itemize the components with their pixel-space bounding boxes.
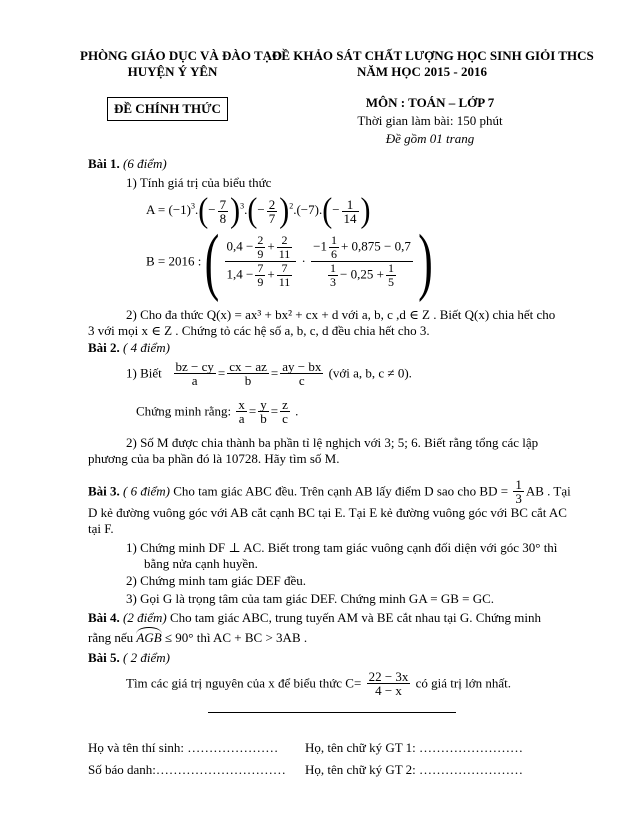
bai5-text-b: có giá trị lớn nhất. (415, 675, 511, 691)
B-n1-plus: + (267, 238, 275, 254)
B-d1: 1,4 − (226, 266, 254, 282)
bai1-title: Bài 1. (88, 156, 120, 171)
bai2-prove (136, 398, 298, 425)
B-n2b: + 0,875 − 0,7 (340, 238, 411, 254)
bai3-q3: 3) Gọi G là trọng tâm của tam giác DEF. Chứng minh GA = GB = GC. (126, 591, 495, 606)
bai5-line (126, 670, 511, 697)
bai3-title: Bài 3. (88, 483, 120, 499)
A-frac2-num: 2 (268, 196, 276, 212)
A-frac1-den: 8 (219, 210, 227, 226)
bai5-title: Bài 5. (88, 650, 120, 665)
bai1-q1: 1) Tính giá trị của biểu thức (126, 175, 272, 190)
B-n2-f-num: 1 (330, 233, 337, 247)
B-n1: 0,4 − (226, 238, 254, 254)
bai4-points: (2 điểm) (123, 610, 167, 625)
bai4-title: Bài 4. (88, 610, 120, 625)
department-name: PHÒNG GIÁO DỤC VÀ ĐÀO TẠO (80, 48, 283, 63)
page-count: Đề gồm 01 trang (385, 131, 475, 146)
bai3-line1-b: AB . Tại (525, 483, 571, 499)
B-d2b: − 0,25 + (340, 266, 384, 282)
bai2-p2-den: b (260, 411, 267, 426)
A-label: A = (146, 201, 166, 217)
B-frac2 (311, 234, 413, 289)
bai2-p1-den: a (238, 411, 245, 426)
B-d1-f2-den: 11 (278, 275, 291, 289)
bai2-prove-prefix: Chứng minh rằng: (136, 403, 232, 419)
bai1-q2-line1: 2) Cho đa thức Q(x) = ax³ + bx² + cx + d với a, b, c ,d ∈ Z . Biết Q(x) chia hết cho (126, 307, 556, 322)
bai3-q1-line2: bằng nửa cạnh huyền. (144, 556, 258, 571)
B-frac1 (225, 234, 297, 289)
B-d1-plus: + (267, 266, 275, 282)
B-n2-f-den: 6 (330, 247, 337, 261)
expression-B: B = 2016 : ( 0,4 − $\frac{2}{9}$ + $\frac{2}{11}$ 1,4 − $\frac{7}{9}$ + $\frac{7}{11}$ · −1 $\frac{1}{6}$ + 0,875 − 0,7 $\frac{1}{3}$ − 0,25 + $\frac{1}{5}$ ) (146, 219, 433, 303)
school-year: NĂM HỌC 2015 - 2016 (357, 64, 487, 79)
B-d2-f-num: 1 (330, 261, 337, 275)
A-frac2-den: 7 (268, 210, 276, 226)
bai2-p1-num: x (238, 397, 245, 412)
bai3-line1-a: Cho tam giác ABC đều. Trên cạnh AB lấy điểm D sao cho BD = (173, 483, 509, 499)
bai3-line3: tại F. (88, 521, 114, 536)
bai3-line1 (88, 478, 571, 505)
candidate-id-field: Số báo danh:………………………… (88, 762, 286, 777)
angle-AGB: AGB (136, 630, 162, 645)
bai5-text-a: Tìm các giá trị nguyên của x để biểu thức C= (126, 675, 362, 691)
bai2-f1-num: bz − cy (175, 359, 214, 374)
bai2-points: ( 4 điểm) (123, 340, 170, 355)
bai4-line1 (88, 610, 541, 626)
bai5-frac-num: 22 − 3x (368, 669, 409, 684)
B-d1-f1-num: 7 (257, 261, 264, 275)
bai3-q1-line1: 1) Chứng minh DF ⊥ AC. Biết trong tam giác vuông cạnh đối diện với góc 30° thì (126, 540, 558, 555)
bai3-frac-den: 3 (515, 491, 522, 506)
divider-line (208, 712, 456, 713)
bai2-q2-line1: 2) Số M được chia thành ba phần tỉ lệ nghịch với 3; 5; 6. Biết rằng tổng các lập (126, 435, 539, 450)
candidate-name-field: Họ và tên thí sinh: ………………… (88, 740, 279, 755)
exam-title: ĐỀ KHẢO SÁT CHẤT LƯỢNG HỌC SINH GIỎI THCS (272, 48, 594, 63)
B-n1-f1-den: 9 (257, 247, 264, 261)
bai2-eq1: = (217, 365, 226, 381)
A-frac1-exp: 3 (240, 201, 245, 211)
bai4-line2 (88, 630, 307, 646)
expression-A: $A = (-1)^3.(-$ $\frac{7}{8}$ )$^3$.(− $\frac{2}{7}$ )$^2$.(−7).(− $\frac{1}{14}$ ) (146, 191, 371, 230)
bai2-eq2: = (270, 365, 279, 381)
bai2-heading (88, 340, 170, 356)
bai3-line2: D kẻ đường vuông góc với AB cắt cạnh BC tại E. Tại E kẻ đường vuông góc với BC cắt AC (88, 505, 567, 520)
bai3-frac-num: 1 (515, 477, 522, 492)
proctor1-signature: Họ, tên chữ ký GT 1: …………………… (305, 740, 524, 755)
A-term1-exp: 3 (191, 201, 196, 211)
bai2-p3-den: c (282, 411, 288, 426)
bai2-p3-num: z (282, 397, 288, 412)
bai2-f2-den: b (244, 373, 252, 388)
B-d2-f2-den: 5 (387, 275, 394, 289)
bai2-q1-prefix: 1) Biết (126, 365, 162, 381)
bai5-heading (88, 650, 170, 666)
bai2-q1 (126, 360, 412, 387)
bai2-f3-den: c (298, 373, 305, 388)
B-n1-f2-den: 11 (278, 247, 291, 261)
bai2-f2-num: cx − az (229, 359, 267, 374)
subject-line: MÔN : TOÁN – LỚP 7 (365, 95, 495, 110)
bai2-q1-cond: (với a, b, c ≠ 0). (328, 365, 412, 381)
bai2-f3-num: ay − bx (282, 359, 322, 374)
bai2-peq1: = (248, 403, 257, 419)
B-n2a: −1 (313, 238, 327, 254)
bai4-line2-a: rằng nếu (88, 630, 134, 645)
bai2-q2-line2: phương của ba phần đó là 10728. Hãy tìm số M. (88, 451, 340, 466)
bai5-points: ( 2 điểm) (123, 650, 170, 665)
B-d1-f2-num: 7 (277, 262, 293, 276)
A-term1: (−1) (168, 201, 192, 217)
bai1-heading (88, 156, 167, 172)
official-box: ĐỀ CHÍNH THỨC (107, 97, 228, 121)
bai3-points: ( 6 điểm) (123, 483, 170, 499)
bai2-p2-num: y (260, 397, 267, 412)
time-limit: Thời gian làm bài: 150 phút (357, 113, 503, 128)
A-frac3-num: 1 (342, 198, 359, 212)
bai2-f1-den: a (191, 373, 198, 388)
bai1-points: (6 điểm) (123, 156, 167, 171)
A-frac2-exp: 2 (289, 201, 294, 211)
B-d2-f2-num: 1 (387, 261, 394, 275)
bai2-title: Bài 2. (88, 340, 120, 355)
B-label: B = 2016 : (146, 253, 202, 269)
bai3-q2: 2) Chứng minh tam giác DEF đều. (126, 573, 306, 588)
district-name: HUYỆN Ý YÊN (127, 64, 218, 79)
B-d2-f-den: 3 (330, 275, 337, 289)
bai1-q2-line2: 3 với mọi x ∈ Z . Chứng tỏ các hệ số a, b, c, d đều chia hết cho 3. (88, 323, 430, 338)
B-mid-dot: · (301, 253, 306, 269)
A-frac1-num: 7 (219, 196, 227, 212)
B-n1-f2-num: 2 (277, 234, 293, 248)
B-d1-f1-den: 9 (257, 275, 264, 289)
proctor2-signature: Họ, tên chữ ký GT 2: …………………… (305, 762, 524, 777)
B-n1-f1-num: 2 (257, 233, 264, 247)
A-frac3-den: 14 (343, 210, 357, 226)
A-term4: (−7) (296, 201, 319, 217)
bai5-frac-den: 4 − x (375, 683, 402, 698)
bai2-peq2: = (270, 403, 279, 419)
bai4-line2-b: ≤ 90° thì AC + BC > 3AB . (164, 630, 308, 645)
bai2-p-end: . (295, 403, 299, 419)
bai4-line1-text: Cho tam giác ABC, trung tuyến AM và BE cắt nhau tại G. Chứng minh (169, 610, 541, 625)
